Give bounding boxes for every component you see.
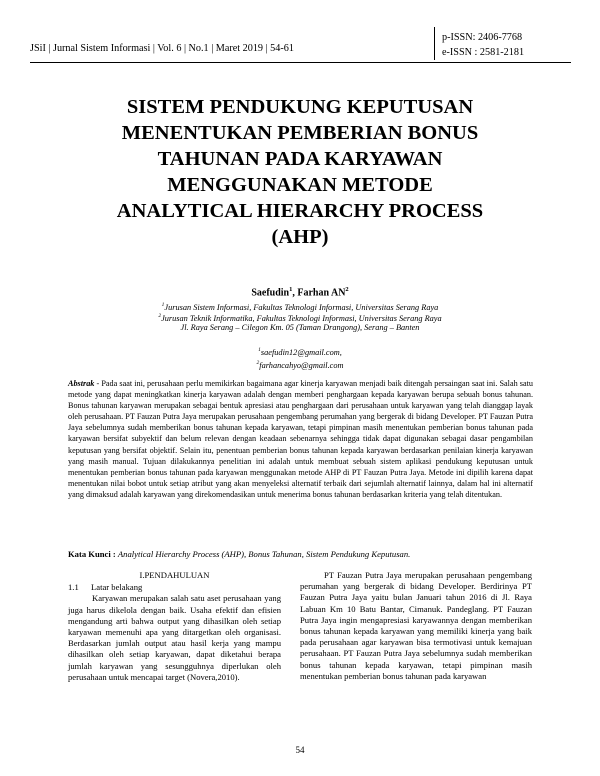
title-line: (AHP) (271, 226, 329, 248)
journal-header: JSiI | Jurnal Sistem Informasi | Vol. 6 | No.1 | Maret 2019 | 54-61 (30, 43, 294, 54)
abstract-label: Abstrak (68, 379, 95, 388)
email-1-sup: 1 (258, 347, 261, 353)
email-2 (0, 358, 600, 371)
title-line: MENENTUKAN PEMBERIAN BONUS (121, 122, 479, 144)
abstract (68, 378, 533, 500)
author-separator: , (292, 287, 298, 299)
issn-block (442, 30, 524, 60)
title-line: SISTEM PENDUKUNG KEPUTUSAN (126, 96, 474, 118)
page-number: 54 (295, 745, 305, 755)
author-emails (0, 345, 600, 371)
affiliation-2-sup: 2 (158, 313, 162, 319)
paragraph: Karyawan merupakan salah satu aset perusahaan yang juga harus dikelola dengan baik. Usaha efektif dan efisien mengandung arti bahwa output yang dihasilkan oleh setiap karyawan memenuhi apa yang ditargetkan oleh organisasi. Berdasarkan jumlah output atau hasil kerja yang mampu dihasilkan oleh setiap karyawan, dapat diketahui berapa jumlah karyawan yang sesungguhnya diperlukan oleh perusahaan untuk mencapai target (Novera,2010). (68, 593, 281, 682)
keywords (68, 549, 410, 559)
title-line: ANALYTICAL HIERARCHY PROCESS (116, 200, 484, 222)
section-title: I.PENDAHULUAN (139, 570, 210, 580)
title-line: TAHUNAN PADA KARYAWAN (157, 148, 443, 170)
affiliation-1-text: Jurusan Sistem Informasi, Fakultas Teknologi Informasi, Universitas Serang Raya (164, 302, 439, 312)
subsection-label: Latar belakang (91, 582, 143, 593)
affiliation-1-sup: 1 (161, 302, 165, 308)
paragraph: PT Fauzan Putra Jaya merupakan perusahaan pengembang perumahan yang bergerak di bidang Developer. Berdirinya PT Fauzan Putra Jaya yaitu bulan Januari tahun 2016 di Jl. Raya Labuan Km 10 Batu Bantar, Cimanuk. Pandeglang. PT Fauzan Putra Jaya ingin mengapresiasi karyawannya dengan memberikan bonus tahunan kepada karyawan yang memiliki kinerja yang baik pada perusahaan agar karyawan bisa termotivasi untuk kemajuan perusahaan. PT Fauzan Putra Jaya sebelumnya sudah memberikan bonus tahunan kepada karyawan, tetapi pimpinan masih menentukan pemberian bonus tahunan pada karyawan (300, 570, 532, 681)
header-divider (30, 62, 571, 63)
subsection-title (68, 582, 281, 593)
left-column (68, 570, 281, 683)
affiliation-2-text: Jurusan Teknik Informatika, Fakultas Teknologi Informasi, Universitas Serang Raya (161, 313, 442, 323)
keywords-label: Kata Kunci : (68, 549, 118, 559)
paper-title (60, 94, 540, 250)
affiliation-address (0, 322, 600, 333)
author-line (0, 286, 600, 298)
email-2-sup: 2 (256, 359, 260, 366)
author-2-sup: 2 (345, 286, 349, 293)
email-1-text: saefudin12@gmail.com, (260, 347, 342, 357)
author-2: Farhan AN (297, 287, 346, 299)
header-vertical-rule (434, 27, 435, 60)
right-column (300, 570, 532, 682)
author-1-sup: 1 (289, 286, 293, 293)
email-2-text: farhancahyo@gmail.com (259, 360, 344, 370)
p-issn: p-ISSN: 2406-7768 (442, 32, 523, 43)
email-1 (0, 345, 600, 358)
author-1: Saefudin (251, 287, 290, 299)
subsection-number: 1.1 (68, 582, 79, 593)
affiliation-address-text: Jl. Raya Serang – Cilegon Km. 05 (Taman Drangong), Serang – Banten (180, 323, 420, 332)
keywords-text: Analytical Hierarchy Process (AHP), Bonus Tahunan, Sistem Pendukung Keputusan. (117, 549, 411, 559)
e-issn: e-ISSN : 2581-2181 (442, 47, 525, 58)
title-line: MENGGUNAKAN METODE (167, 174, 433, 196)
abstract-text: - Pada saat ini, perusahaan perlu memikirkan bagaimana agar kinerja karyawan menjadi baik ditengah persaingan saat ini. Salah satu metode yang dapat meningkatkan kinerja karyawan adalah dengan memberi penghargaan kepada karyawan berupa sebuah bonus tahunan. Bonus tahunan karyawan merupakan sebagai bentuk apresiasi atau penghargaan dari perusahaan untuk karyawan yang telah dianggap layak oleh perusahaan. PT Fauzan Putra Jaya merupakan perusahaan pengembang perumahan yang bergerak di bidang Developer. PT Fauzan Putra Jaya sebelumnya sudah memberikan bonus tahunan kepada karyawan, tetapi pimpinan masih menentukan pemberian bonus tahunan pada karyawan bersifat subyektif dan belum relevan dengan keadaan sebenarnya sehingga tidak dapat digunakan sebagai dasar pengambilan keputusan yang bersifat objektif. Selain itu, penentuan pemberian bonus tahunan kepada karyawan berdasarkan penilaian kinerja karyawan yang masih manual. Tujuan dilakukannya penelitian ini adalah untuk membuat sebuah sistem aplikasi pendukung keputusan untuk menentukan pemberian bonus tahunan pada karyawan menggunakan metode AHP di PT Fauzan Putra Jaya. Metode ini dipilih karena dapat menentukan nilai bobot untuk setiap atribut yang akan menyeleksi alternatif terbaik dari sejumlah alternatif lainnya, dalam hal ini alternatif yang dimaksud adalah karyawan yang direkomendasikan untuk menerima bonus tahunan berdasarkan kriteria yang telah ditentukan. (68, 379, 533, 499)
